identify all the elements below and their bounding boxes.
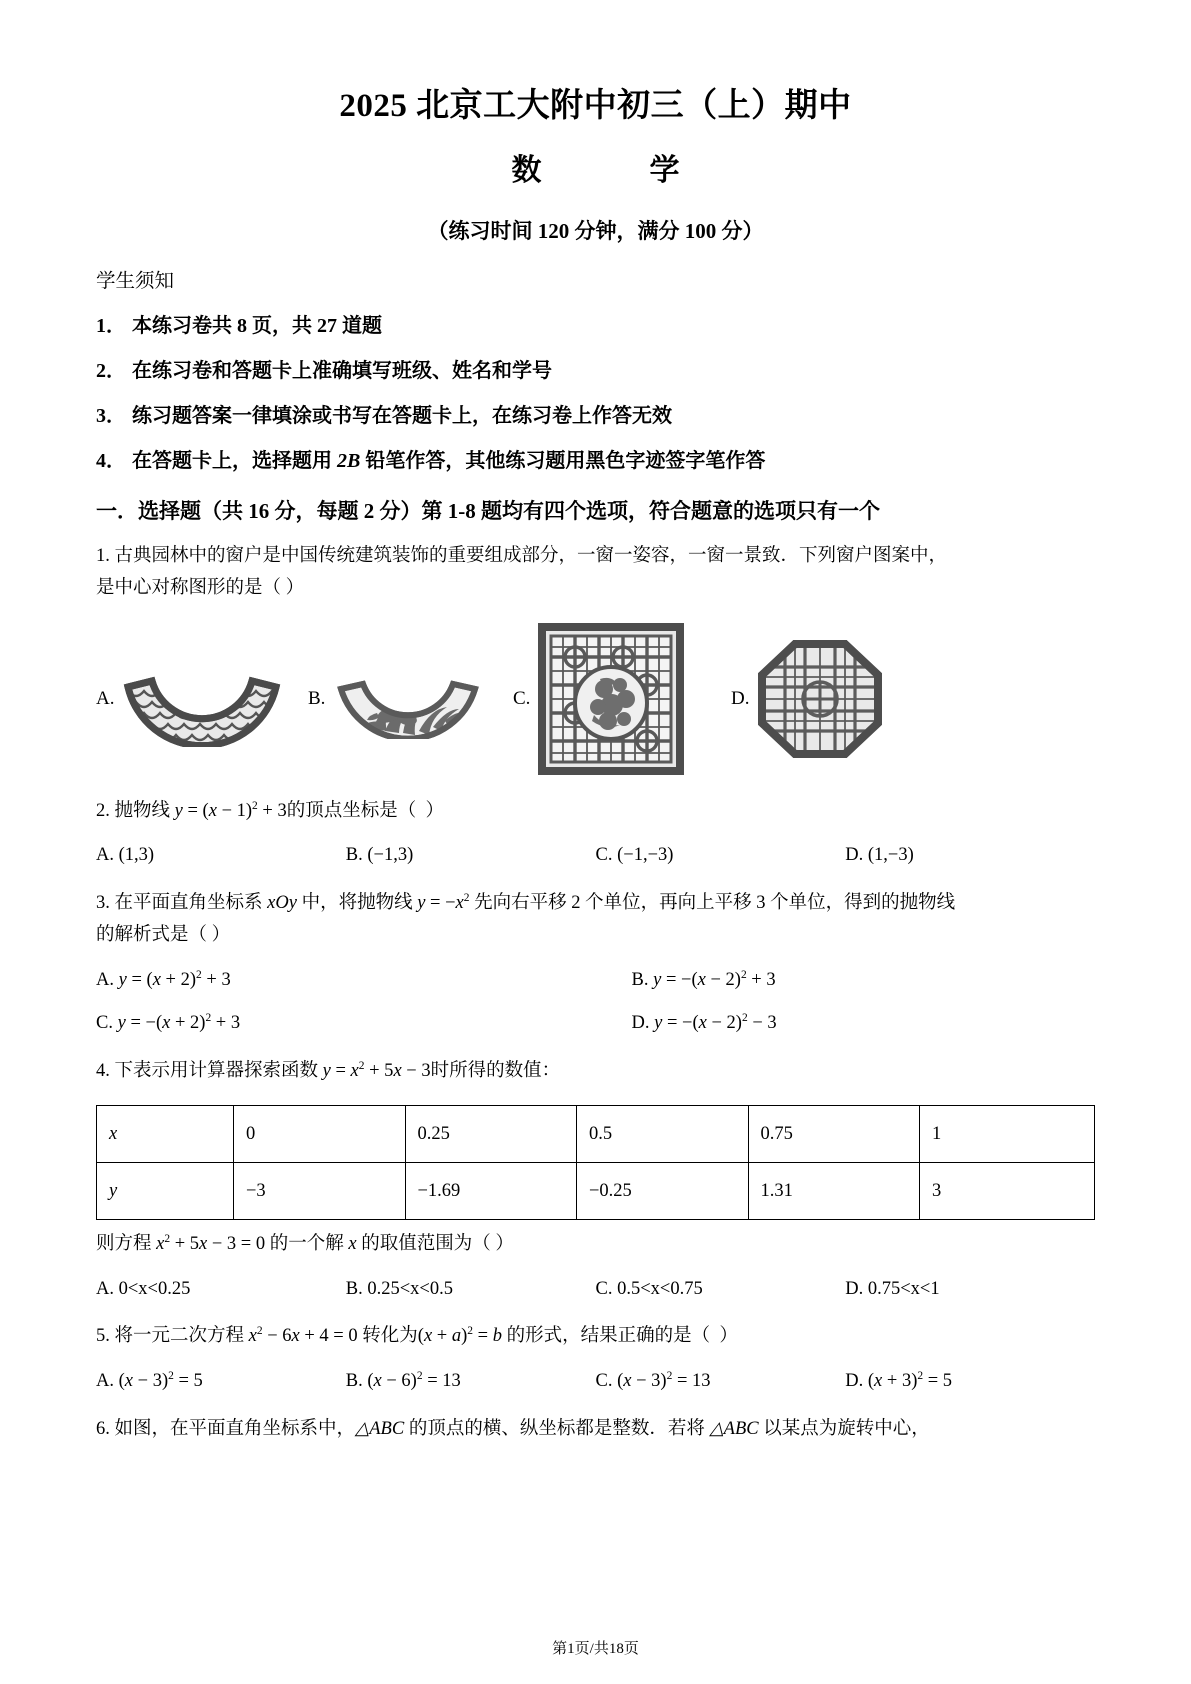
option-value: 0.25<x<0.5 [367,1278,453,1299]
notice-item-2 [96,339,1095,384]
option-value: (−1,3) [367,845,414,866]
question-2-tail: 的顶点坐标是（ ） [286,800,444,821]
option-c-label: C. [513,687,531,709]
table-cell-x-0: 0 [234,1106,406,1163]
question-2-option-d[interactable] [845,841,1095,871]
question-1-option-b[interactable] [308,619,513,779]
table-cell-y-3: 1.31 [748,1163,920,1220]
option-d-label: D. [731,687,750,709]
option-a-label: A. [96,687,115,709]
question-5-option-d[interactable]: D. $(x + 3)^2 = 5$ [845,1369,953,1391]
question-2-option-b[interactable] [346,841,596,871]
question-5-stem: 5. 将一元二次方程 $x^2 - 6x + 4 = 0$ 转化为$(x + a)^2 = b$ 的形式，结果正确的是（ ） [96,1325,738,1347]
page-footer: 第1页/共18页 [552,1641,639,1657]
section-heading: 一．选择题（共 16 分，每题 2 分）第 1-8 题均有四个选项，符合题意的选项只有一个 [96,498,880,523]
notice-item-4 [96,429,1095,474]
table-cell-x-4: 1 [920,1106,1095,1163]
table-cell-y-1: −1.69 [405,1163,577,1220]
notice-item-2-text: 在练习卷和答题卡上准确填写班级、姓名和学号 [132,359,552,382]
table-cell-y-4: 3 [920,1163,1095,1220]
option-value: 0.75<x<1 [867,1278,940,1299]
question-3-option-b[interactable]: B. $y = -(x - 2)^2 + 3$ [631,968,776,990]
subject-title: 数 学 [511,154,696,188]
notice-item-4-text-post: 铅笔作答，其他练习题用黑色字迹签字笔作答 [360,449,766,472]
question-2-option-c[interactable] [596,841,846,871]
question-2-option-a[interactable] [96,841,346,871]
question-2-options [96,827,1095,871]
question-2-number: 2. 抛物线 [96,800,175,821]
table-header-y: y [97,1163,234,1220]
octagon-lattice-window-icon [757,639,883,759]
option-label: A. [96,1278,114,1299]
table-cell-x-3: 0.75 [748,1106,920,1163]
square-medallion-window-icon [538,623,684,775]
notice-item-3 [96,384,1095,429]
fan-foliage-window-icon [333,659,483,739]
option-label: A. [96,845,114,866]
notice-item-1 [96,294,1095,339]
question-4-options [96,1261,1095,1305]
option-b-label: B. [308,687,326,709]
notice-item-4-number: 4． [96,449,126,472]
option-value: 0<x<0.25 [118,1278,191,1299]
notice-item-1-number: 1． [96,314,126,337]
table-row-y [97,1163,1095,1220]
option-label: D. [845,1278,864,1299]
question-6-stem: 6. 如图，在平面直角坐标系中，△ABC 的顶点的横、纵坐标都是整数．若将 △ABC 以某点为旋转中心， [96,1418,930,1439]
notice-item-1-text: 本练习卷共 8 页，共 27 道题 [132,314,382,337]
exam-meta: （练习时间 120 分钟，满分 100 分） [427,219,764,244]
question-2-formula: $y = (x - 1)^2 + 3$ [174,799,287,821]
question-5-options [96,1353,1095,1397]
notice-item-4-emphasis: 2B [337,449,361,472]
question-4-option-d[interactable] [845,1275,1095,1305]
table-cell-y-0: −3 [234,1163,406,1220]
function-values-table [96,1105,1095,1220]
question-5-option-b[interactable]: B. $(x - 6)^2 = 13$ [345,1369,461,1391]
option-value: (1,3) [118,845,155,866]
question-5-option-a[interactable]: A. $(x - 3)^2 = 5$ [96,1369,203,1391]
question-3-options-row1 [96,952,1095,996]
question-4-stem: 4. 下表示用计算器探索函数 $y = x^2 + 5x - 3$时所得的数值： [96,1059,561,1082]
option-value: (1,−3) [867,845,914,866]
question-1-option-c[interactable] [513,619,731,779]
fan-lattice-window-icon [122,651,282,747]
question-4-option-a[interactable] [96,1275,346,1305]
option-value: (−1,−3) [617,845,674,866]
question-4-after-table: 则方程 $x^2 + 5x - 3 = 0$ 的一个解 x 的取值范围为（ ） [96,1233,514,1255]
question-5-option-c[interactable]: C. $(x - 3)^2 = 13$ [595,1369,711,1391]
option-label: C. [595,1278,613,1299]
notice-heading: 学生须知 [96,271,175,293]
question-3-options-row2 [96,995,1095,1039]
table-cell-y-2: −0.25 [577,1163,749,1220]
question-4-option-b[interactable] [346,1275,596,1305]
option-label: B. [345,845,363,866]
table-header-x: x [97,1106,234,1163]
page-title: 2025 北京工大附中初三（上）期中 [339,88,852,124]
question-1-option-d[interactable] [731,619,911,779]
question-4-option-c[interactable] [596,1275,846,1305]
question-2-stem [96,779,1095,827]
table-cell-x-2: 0.5 [577,1106,749,1163]
question-1-options [96,605,1095,779]
question-3-option-c[interactable]: C. $y = -(x + 2)^2 + 3$ [96,1012,241,1034]
question-1-stem-line1: 1. 古典园林中的窗户是中国传统建筑装饰的重要组成部分，一窗一姿容，一窗一景致．下列窗户图案中， [96,546,948,567]
table-row-x [97,1106,1095,1163]
table-cell-x-1: 0.25 [405,1106,577,1163]
option-label: B. [345,1278,363,1299]
question-3-option-d[interactable]: D. $y = -(x - 2)^2 - 3$ [631,1012,777,1034]
notice-item-3-number: 3． [96,404,126,427]
question-3-stem-line1: 3. 在平面直角坐标系 xOy 中，将抛物线 $y = -x^2$ 先向右平移 2 个单位，再向上平移 3 个单位，得到的抛物线 [96,891,956,913]
question-1-option-a[interactable] [96,619,308,779]
question-3-stem-line2: 的解析式是（ ） [96,925,231,946]
question-3-option-a[interactable]: A. $y = (x + 2)^2 + 3$ [96,968,231,990]
option-label: D. [845,845,864,866]
question-1-stem-line2: 是中心对称图形的是（ ） [96,578,305,599]
option-value: 0.5<x<0.75 [617,1278,703,1299]
option-label: C. [595,845,613,866]
notice-item-2-number: 2． [96,359,126,382]
notice-item-3-text: 练习题答案一律填涂或书写在答题卡上，在练习卷上作答无效 [132,404,672,427]
notice-item-4-text-pre: 在答题卡上，选择题用 [132,449,337,472]
